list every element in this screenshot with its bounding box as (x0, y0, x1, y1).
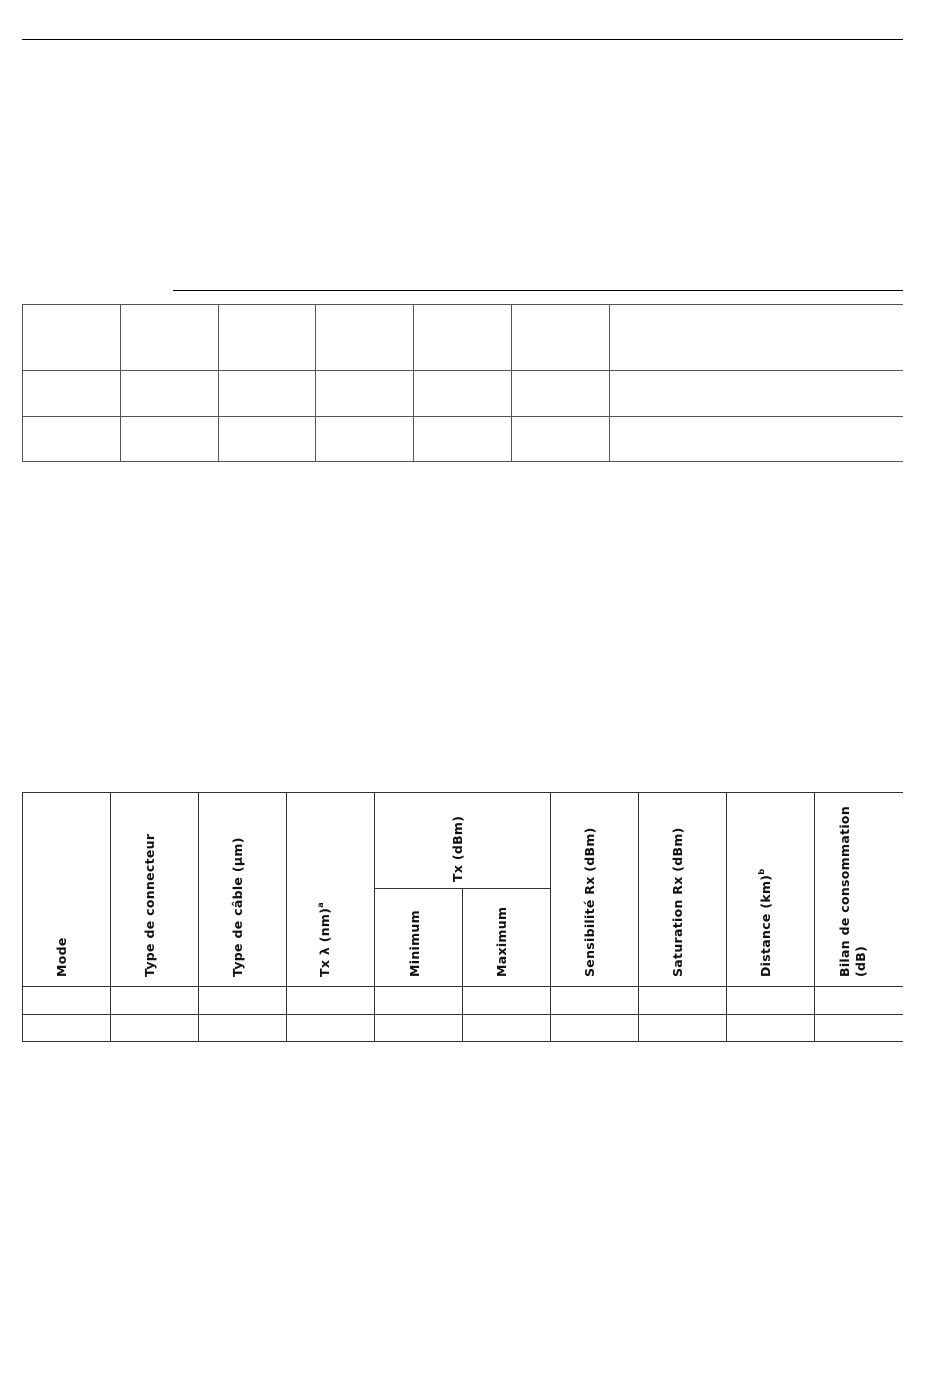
header-rx-sensitivity: Sensibilité Rx (dBm) (582, 827, 597, 977)
table-column-divider (315, 304, 316, 462)
table-column-divider (609, 304, 610, 462)
header-power-budget: Bilan de consommation (837, 805, 852, 977)
table-column-divider (814, 792, 815, 1042)
table-column-divider (286, 792, 287, 1042)
table-column-divider (462, 888, 463, 1042)
table-column-divider (726, 792, 727, 1042)
header-power-budget-unit: (dB) (853, 945, 868, 977)
table-column-divider (374, 792, 375, 1042)
header-mode: Mode (54, 937, 69, 977)
table-column-divider (218, 304, 219, 462)
table-column-divider (110, 792, 111, 1042)
table-column-divider (511, 304, 512, 462)
header-tx-minimum: Minimum (407, 910, 422, 977)
top-rule (22, 39, 903, 40)
header-tx-maximum: Maximum (494, 906, 509, 977)
header-distance (758, 869, 773, 977)
table-border-left (22, 304, 23, 462)
table-column-divider (550, 792, 551, 1042)
table-row-divider (22, 416, 903, 417)
header-distance-text: Distance (km) (758, 874, 773, 977)
table-column-divider (198, 792, 199, 1042)
header-tx-dbm: Tx (dBm) (450, 815, 465, 882)
footnote-marker-a: a (315, 902, 325, 908)
table-caption-rule (173, 290, 903, 291)
header-tx-wavelength-text: Tx λ (nm) (317, 907, 332, 977)
footnote-marker-b: b (756, 868, 766, 875)
header-cable-type: Type de câble (μm) (230, 837, 245, 977)
header-connector-type: Type de connecteur (142, 833, 157, 977)
table-column-divider (413, 304, 414, 462)
transceiver-spec-table (22, 792, 903, 1042)
table-column-divider (638, 792, 639, 1042)
table-border-top (22, 792, 903, 793)
table-border-left (22, 792, 23, 1042)
table-row-divider (22, 370, 903, 371)
header-tx-wavelength (317, 902, 332, 977)
table-border-top (22, 304, 903, 305)
table-column-divider (120, 304, 121, 462)
table-border-bottom (22, 461, 903, 462)
header-rx-saturation: Saturation Rx (dBm) (670, 827, 685, 977)
empty-table (22, 304, 903, 462)
